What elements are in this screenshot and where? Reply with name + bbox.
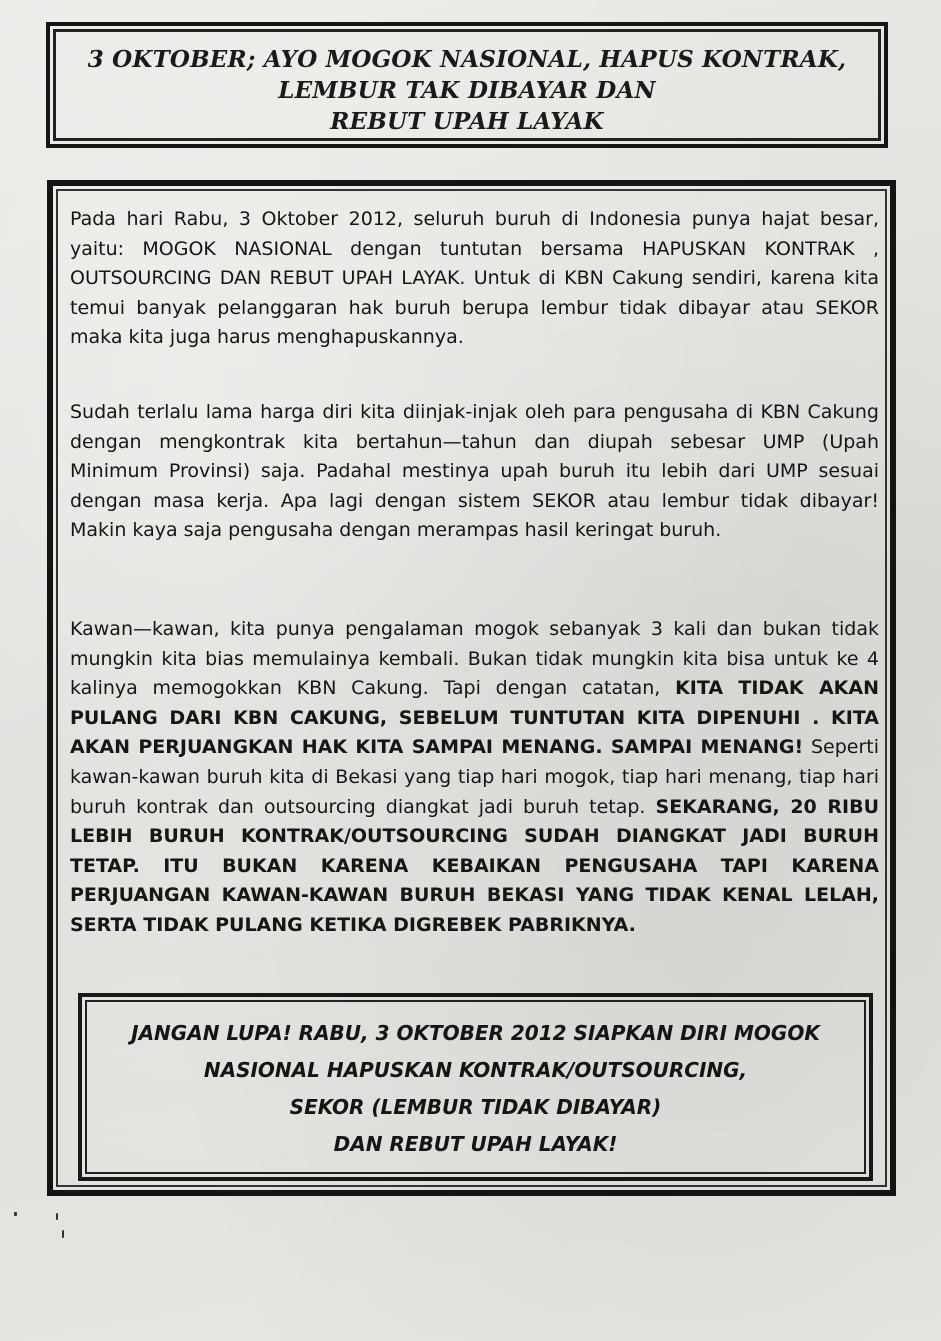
paragraph-2: Sudah terlalu lama harga diri kita diinjak-injak oleh para pengusaha di KBN Cakung dengan mengkontrak kita bertahun—tahun dan diupah sebesar UMP (Upah Minimum Provinsi) saja. Padahal mestinya upah buruh itu lebih dari UMP sesuai dengan masa kerja. Apa lagi dengan sistem SEKOR atau lembur tidak dibayar! Makin kaya saja pengusaha dengan merampas hasil keringat buruh. [70,401,879,542]
title-inner-frame [53,29,881,141]
paragraph-3-intro: Kawan—kawan, kita punya pengalaman mogok sebanyak 3 kali dan bukan tidak mungkin kita bias memulainya kembali. Bukan tidak mungkin kita bisa untuk ke 4 kalinya memogokkan KBN Cakung. Tapi dengan catatan, [70,618,879,700]
paper-speck [14,1212,17,1216]
body-inner-frame [56,189,887,1187]
callout-line-2: NASIONAL HAPUSKAN KONTRAK/OUTSOURCING, [203,1058,748,1082]
paragraph-3-example: Seperti kawan-kawan buruh kita di Bekasi yang tiap hari mogok, tiap hari menang, tiap hari buruh kontrak dan outsourcing diangkat jadi buruh tetap. [70,736,879,818]
callout-line-1: JANGAN LUPA! RABU, 3 OKTOBER 2012 SIAPKAN DIRI MOGOK [131,1021,820,1045]
paragraph-3 [70,615,879,941]
paper-speck [62,1230,64,1238]
body-frame [47,180,896,1196]
paragraph-3-demand: KITA TIDAK AKAN PULANG DARI KBN CAKUNG, SEBELUM TUNTUTAN KITA DIPENUHI . KITA AKAN PERJUANGKAN HAK KITA SAMPAI MENANG. SAMPAI MENANG! [70,677,879,759]
headline-line-3: REBUT UPAH LAYAK [330,108,604,135]
paragraph-3-emphasis: SEKARANG, 20 RIBU LEBIH BURUH KONTRAK/OUTSOURCING SUDAH DIANGKAT JADI BURUH TETAP. ITU BUKAN KARENA KEBAIKAN PENGUSAHA TAPI KARENA PERJUANGAN KAWAN-KAWAN BURUH BEKASI YANG TIDAK KENAL LELAH, SERTA TIDAK PULANG KETIKA DIGREBEK PABRIKNYA. [70,795,880,936]
paragraph-1: Pada hari Rabu, 3 Oktober 2012, seluruh buruh di Indonesia punya hajat besar, yaitu: MOGOK NASIONAL dengan tuntutan bersama HAPUSKAN KONTRAK , OUTSOURCING DAN REBUT UPAH LAYAK. Untuk di KBN Cakung sendiri, karena kita temui banyak pelanggaran hak buruh berupa lembur tidak dibayar atau SEKOR maka kita juga harus menghapuskannya. [70,208,879,349]
callout-line-3: SEKOR (LEMBUR TIDAK DIBAYAR) [289,1095,662,1119]
callout-line-4: DAN REBUT UPAH LAYAK! [333,1132,618,1156]
headline-line-1: 3 OKTOBER; AYO MOGOK NASIONAL, HAPUS KONTRAK, [87,46,847,73]
callout-frame [78,993,873,1181]
callout-inner-frame [85,1000,866,1174]
paper-speck [56,1213,58,1220]
headline-line-2: LEMBUR TAK DIBAYAR DAN [278,77,656,104]
title-frame [46,22,888,148]
